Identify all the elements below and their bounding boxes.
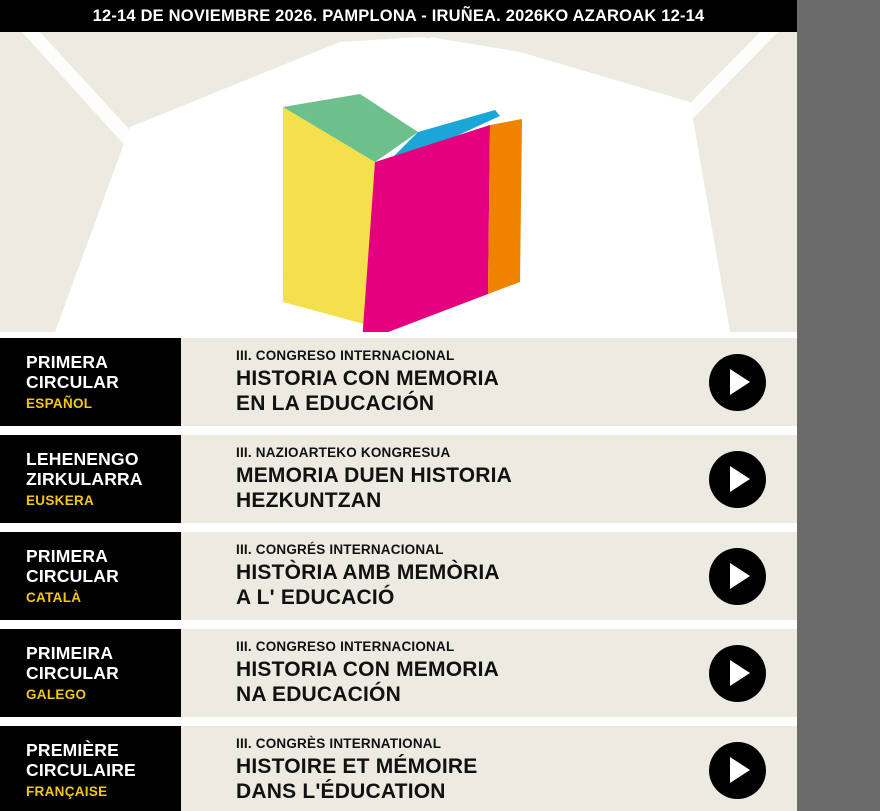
banner-text: 12-14 DE NOVIEMBRE 2026. PAMPLONA - IRUÑEA. 2026KO AZAROAK 12-14: [92, 6, 705, 25]
circular-info: [181, 435, 677, 523]
language-tag-title-line2: CIRCULAR: [26, 663, 119, 683]
book-graphic: [0, 32, 797, 332]
congress-title: [236, 658, 677, 707]
language-tag-language: FRANÇAISE: [26, 783, 108, 799]
language-tag-language: CATALÀ: [26, 589, 82, 605]
language-tag-language: ESPAÑOL: [26, 395, 93, 411]
congress-title-line1: HISTORIA CON MEMORIA: [236, 657, 500, 681]
list-item[interactable]: [0, 726, 797, 811]
language-tag-language: GALEGO: [26, 686, 87, 702]
row-action: [677, 338, 797, 426]
congress-kicker: III. CONGRÉS INTERNACIONAL: [236, 541, 444, 557]
circular-list: [0, 332, 797, 811]
language-tag: [0, 338, 181, 426]
circular-info: [181, 629, 677, 717]
language-tag-language: EUSKERA: [26, 492, 95, 508]
congress-title-line2: EN LA EDUCACIÓN: [236, 391, 435, 415]
page-background-gutter: [797, 0, 880, 811]
language-tag-title-line1: LEHENENGO: [26, 449, 139, 470]
congress-title: [236, 464, 677, 513]
circular-info: [181, 338, 677, 426]
play-icon[interactable]: [709, 548, 766, 605]
language-tag-title-line1: PRIMERA: [26, 546, 109, 567]
congress-kicker: III. CONGRESO INTERNACIONAL: [236, 638, 455, 654]
play-icon[interactable]: [709, 645, 766, 702]
language-tag-title: [26, 741, 181, 780]
circular-info: [181, 532, 677, 620]
congress-title-line2: HEZKUNTZAN: [236, 488, 382, 512]
language-tag-title: [26, 547, 181, 586]
language-tag-title: [26, 450, 181, 489]
congress-title: [236, 367, 677, 416]
congress-title-line2: NA EDUCACIÓN: [236, 682, 401, 706]
language-tag: [0, 726, 181, 811]
congress-title-line1: HISTÒRIA AMB MEMÒRIA: [236, 560, 500, 584]
row-action: [677, 532, 797, 620]
date-location-banner: [0, 0, 797, 32]
congress-title-line2: A L' EDUCACIÓ: [236, 585, 395, 609]
list-item[interactable]: [0, 338, 797, 426]
language-tag-title-line1: PRIMEIRA: [26, 643, 114, 664]
language-tag-title: [26, 353, 181, 392]
play-icon[interactable]: [709, 354, 766, 411]
congress-kicker: III. CONGRÈS INTERNATIONAL: [236, 735, 442, 751]
row-action: [677, 629, 797, 717]
language-tag-title: [26, 644, 181, 683]
hero-illustration: [0, 32, 797, 332]
list-item[interactable]: [0, 629, 797, 717]
row-action: [677, 726, 797, 811]
language-tag-title-line2: ZIRKULARRA: [26, 469, 143, 489]
list-item[interactable]: [0, 435, 797, 523]
congress-title-line2: DANS L'ÉDUCATION: [236, 779, 446, 803]
congress-title: [236, 561, 677, 610]
play-icon[interactable]: [709, 451, 766, 508]
list-item[interactable]: [0, 532, 797, 620]
congress-title: [236, 755, 677, 804]
language-tag-title-line2: CIRCULAR: [26, 566, 119, 586]
language-tag: [0, 532, 181, 620]
congress-title-line1: HISTORIA CON MEMORIA: [236, 366, 500, 390]
play-icon[interactable]: [709, 742, 766, 799]
congress-title-line1: HISTOIRE ET MÉMOIRE: [236, 754, 478, 778]
circular-info: [181, 726, 677, 811]
row-action: [677, 435, 797, 523]
congress-kicker: III. CONGRESO INTERNACIONAL: [236, 347, 455, 363]
congress-kicker: III. NAZIOARTEKO KONGRESUA: [236, 444, 451, 460]
language-tag: [0, 435, 181, 523]
language-tag-title-line1: PREMIÈRE: [26, 740, 120, 761]
language-tag: [0, 629, 181, 717]
language-tag-title-line2: CIRCULAR: [26, 372, 119, 392]
language-tag-title-line2: CIRCULAIRE: [26, 760, 136, 780]
language-tag-title-line1: PRIMERA: [26, 352, 109, 373]
congress-title-line1: MEMORIA DUEN HISTORIA: [236, 463, 513, 487]
